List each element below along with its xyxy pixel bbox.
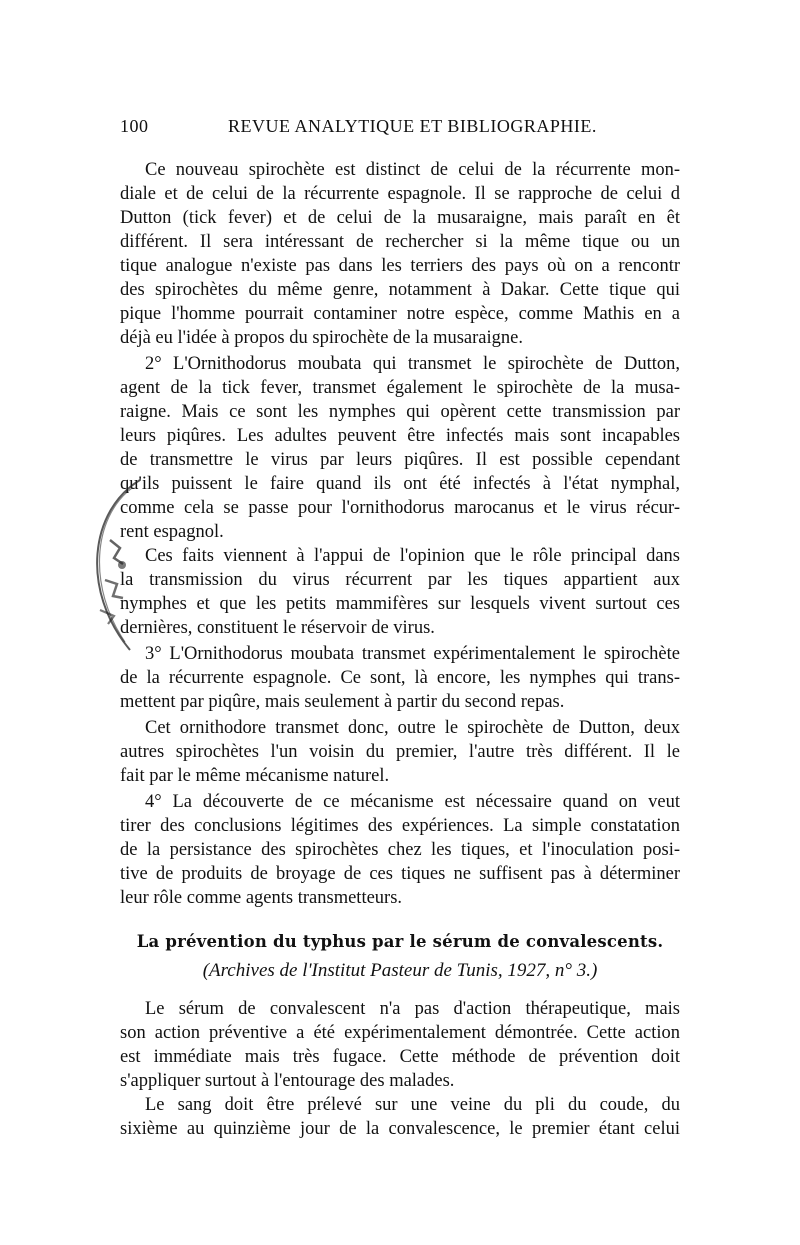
text-line: pique l'homme pourrait contaminer notre espèce, comme Mathis en a: [120, 304, 680, 324]
text-line: est immédiate mais très fugace. Cette méthode de prévention doit: [120, 1047, 680, 1067]
text-line: tique analogue n'existe pas dans les terriers des pays où on a rencontr: [120, 256, 680, 276]
text-line: 2° L'Ornithodorus moubata qui transmet le spirochète de Dutton,: [145, 354, 680, 374]
text-line: différent. Il sera intéressant de rechercher si la même tique ou un: [120, 232, 680, 252]
text-line: des spirochètes du même genre, notamment à Dakar. Cette tique qui: [120, 280, 680, 300]
text-line: tive de produits de broyage de ces tiques ne suffisent pas à déterminer: [120, 864, 680, 884]
text-line: tirer des conclusions légitimes des expériences. La simple constatation: [120, 816, 680, 836]
text-line: Dutton (tick fever) et de celui de la musaraigne, mais paraît en êt: [120, 208, 680, 228]
text-line: s'appliquer surtout à l'entourage des malades.: [120, 1071, 455, 1091]
text-line: leur rôle comme agents transmetteurs.: [120, 888, 403, 908]
text-line: sixième au quinzième jour de la convalescence, le premier étant celui: [120, 1119, 680, 1139]
text-line: dernières, constituent le réservoir de virus.: [120, 618, 435, 638]
text-line: Cet ornithodore transmet donc, outre le spirochète de Dutton, deux: [145, 718, 680, 738]
library-stamp-icon: [70, 470, 160, 670]
section-title: La prévention du typhus par le sérum de convalescents.: [136, 932, 664, 951]
text-line: la transmission du virus récurrent par les tiques appartient aux: [120, 570, 680, 590]
text-line: raigne. Mais ce sont les nymphes qui opèrent cette transmission par: [120, 402, 680, 422]
text-line: son action préventive a été expérimentalement démontrée. Cette action: [120, 1023, 680, 1043]
page-header: [120, 116, 680, 146]
text-line: autres spirochètes l'un voisin du premier, l'autre très différent. Il le: [120, 742, 680, 762]
text-line: qu'ils puissent le faire quand ils ont été infectés à l'état nymphal,: [120, 474, 680, 494]
text-line: mettent par piqûre, mais seulement à partir du second repas.: [120, 692, 565, 712]
text-line: 3° L'Ornithodorus moubata transmet expérimentalement le spirochète: [145, 644, 680, 664]
text-line: diale et de celui de la récurrente espagnole. Il se rapproche de celui d: [120, 184, 680, 204]
text-line: rent espagnol.: [120, 522, 224, 542]
text-line: nymphes et que les petits mammifères sur lesquels vivent surtout ces: [120, 594, 680, 614]
text-line: de la récurrente espagnole. Ce sont, là encore, les nymphes qui trans-: [120, 668, 680, 688]
text-line: Ces faits viennent à l'appui de l'opinion que le rôle principal dans: [145, 546, 680, 566]
text-line: 4° La découverte de ce mécanisme est nécessaire quand on veut: [145, 792, 680, 812]
text-line: Le sang doit être prélevé sur une veine du pli du coude, du: [145, 1095, 680, 1115]
text-line: de la persistance des spirochètes chez les tiques, et l'inoculation posi-: [120, 840, 680, 860]
text-line: déjà eu l'idée à propos du spirochète de la musaraigne.: [120, 328, 523, 348]
running-head: REVUE ANALYTIQUE ET BIBLIOGRAPHIE.: [228, 116, 597, 136]
text-line: Ce nouveau spirochète est distinct de celui de la récurrente mon-: [145, 160, 680, 180]
text-line: comme cela se passe pour l'ornithodorus marocanus et le virus récur-: [120, 498, 680, 518]
text-line: agent de la tick fever, transmet également le spirochète de la musa-: [120, 378, 680, 398]
text-line: fait par le même mécanisme naturel.: [120, 766, 390, 786]
section-citation: (Archives de l'Institut Pasteur de Tunis, 1927, n° 3.): [202, 960, 598, 981]
text-line: Le sérum de convalescent n'a pas d'action thérapeutique, mais: [145, 999, 680, 1019]
text-line: leurs piqûres. Les adultes peuvent être infectés mais sont incapables: [120, 426, 680, 446]
page-number: 100: [120, 116, 149, 136]
text-line: de transmettre le virus par leurs piqûres. Il est possible cependant: [120, 450, 680, 470]
